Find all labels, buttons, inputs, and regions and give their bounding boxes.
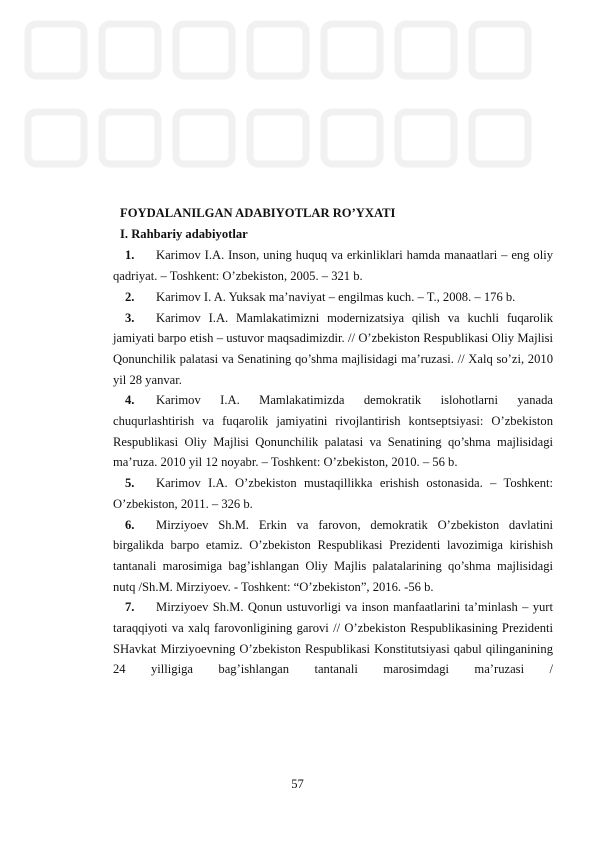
reference-text: Mirziyoev Sh.M. Erkin va farovon, demokratik O’zbekiston davlatini birgalikda barpo etamiz. O’zbekiston Respublikasi Prezidenti lavozimiga kirishish tantanali marosimiga bag’ishlangan Oliy Majlis palatalarining qo’shma majlisidagi nutq /Sh.M. Mirziyoev. - Toshkent: “O’zbekiston”, 2016. -56 b. [113,517,553,594]
reference-number: 2. [125,289,135,304]
reference-text: Karimov I.A. Mamlakatimizda demokratik islohotlarni yanada chuqurlashtirish va fuqarolik jamiyatini rivojlantirish kontseptsiyasi: O’zbekiston Respublikasi Oliy Majlisi Qonunchilik palatasi va Senatining qo’shma majlisidagi ma’ruza. 2010 yil 12 noyabr. – Toshkent: O’zbekiston, 2010. – 56 b. [113,393,553,470]
reference-item [113,245,553,286]
reference-number: 5. [125,476,135,491]
reference-item [113,390,553,473]
reference-text: Karimov I.A. Inson, uning huquq va erkinliklari hamda manaatlari – eng oliy qadriyat. – Toshkent: O’zbekiston, 2005. – 321 b. [113,248,553,284]
reference-number: 6. [125,517,135,532]
reference-text: Karimov I. A. Yuksak ma’naviyat – engilmas kuch. – T., 2008. – 176 b. [156,289,516,304]
page-number: 57 [291,777,304,791]
reference-number: 7. [125,600,135,615]
reference-item [113,308,553,391]
section-heading: I. Rahbariy adabiyotlar [120,226,248,241]
reference-item [113,515,553,598]
reference-text: Mirziyoev Sh.M. Qonun ustuvorligi va inson manfaatlarini ta’minlash – yurt taraqqiyoti va xalq farovonligining garovi // O’zbekiston Respublikasining Prezidenti SHavkat Mirziyoevning O’zbekiston Respublikasi Konstitutsiyasi qabul qilinganining 24 yilligiga bag’ishlangan tantanali marosimdagi ma’ruzasi / [113,600,553,677]
reference-number: 3. [125,310,135,325]
page-title: FOYDALANILGAN ADABIYOTLAR RO’YXATI [120,206,396,220]
reference-text: Karimov I.A. Mamlakatimizni modernizatsiya qilish va kuchli fuqarolik jamiyati barpo etish – ustuvor maqsadimizdir. // O’zbekiston Respublikasi Oliy Majlisi Qonunchilik palatasi va Senatining qo’shma majlisidagi ma’ruzasi. // Xalq so’zi, 2010 yil 28 yanvar. [113,310,553,387]
reference-number: 1. [125,248,135,263]
reference-item [113,473,553,514]
reference-item [113,597,553,680]
references-content [113,203,553,680]
reference-item [113,287,553,308]
reference-number: 4. [125,393,135,408]
reference-text: Karimov I.A. O’zbekiston mustaqillikka erishish ostonasida. – Toshkent: O’zbekiston, 2011. – 326 b. [113,476,553,511]
